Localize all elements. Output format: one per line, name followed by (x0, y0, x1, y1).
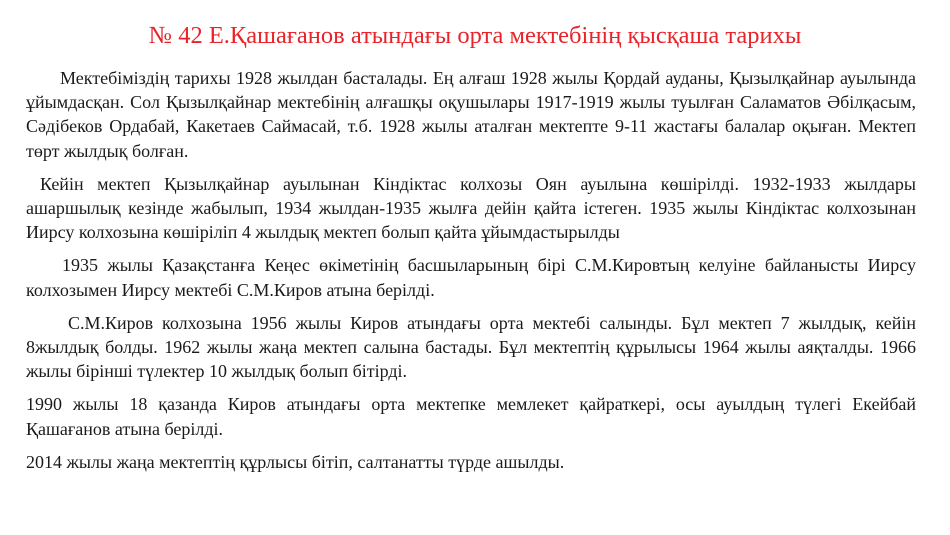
slide-body (26, 66, 916, 483)
slide-title: № 42 Е.Қашағанов атындағы орта мектебінің қысқаша тарихы (148, 22, 802, 49)
paragraph-4: С.М.Киров колхозына 1956 жылы Киров атындағы орта мектебі салынды. Бұл мектеп 7 жылдық, кейін 8жылдық болды. 1962 жылы жаңа мектеп салына бастады. Бұл мектептің құрылысы 1964 жылы аяқталды. 1966 жылы бірінші түлектер 10 жылдық болып бітірді. (26, 312, 916, 382)
paragraph-6: 2014 жылы жаңа мектептің құрлысы бітіп, салтанатты түрде ашылды. (26, 451, 565, 472)
paragraph-5: 1990 жылы 18 қазанда Киров атындағы орта мектепке мемлекет қайраткері, осы ауылдың түлегі Екейбай Қашағанов атына берілді. (26, 394, 916, 439)
paragraph-1: Мектебіміздің тарихы 1928 жылдан басталады. Ең алғаш 1928 жылы Қордай ауданы, Қызылқайнар ауылында ұйымдасқан. Сол Қызылқайнар мектебінің алғашқы оқушылары 1917-1919 жылы туылған Саламатов Әбілқасым, Сәдібеков Ордабай, Какетаев Саймасай, т.б. 1928 жылы аталған мектепте 9-11 жастағы балалар оқыған. Мектеп төрт жылдық болған. (26, 68, 916, 161)
paragraph-2: Кейін мектеп Қызылқайнар ауылынан Кіндіктас колхозы Оян ауылына көшірілді. 1932-1933 жылдары ашаршылық кезінде жабылып, 1934 жылдан-1935 жылға дейін қайта істеген. 1935 жылы Кіндіктас колхозынан Иирсу колхозына көшіріліп 4 жылдық мектеп болып қайта ұйымдастырылды (26, 173, 916, 243)
paragraph-3: 1935 жылы Қазақстанға Кеңес өкіметінің басшыларының бірі С.М.Кировтың келуіне байланысты Иирсу колхозымен Иирсу мектебі С.М.Киров атына берілді. (26, 255, 916, 300)
